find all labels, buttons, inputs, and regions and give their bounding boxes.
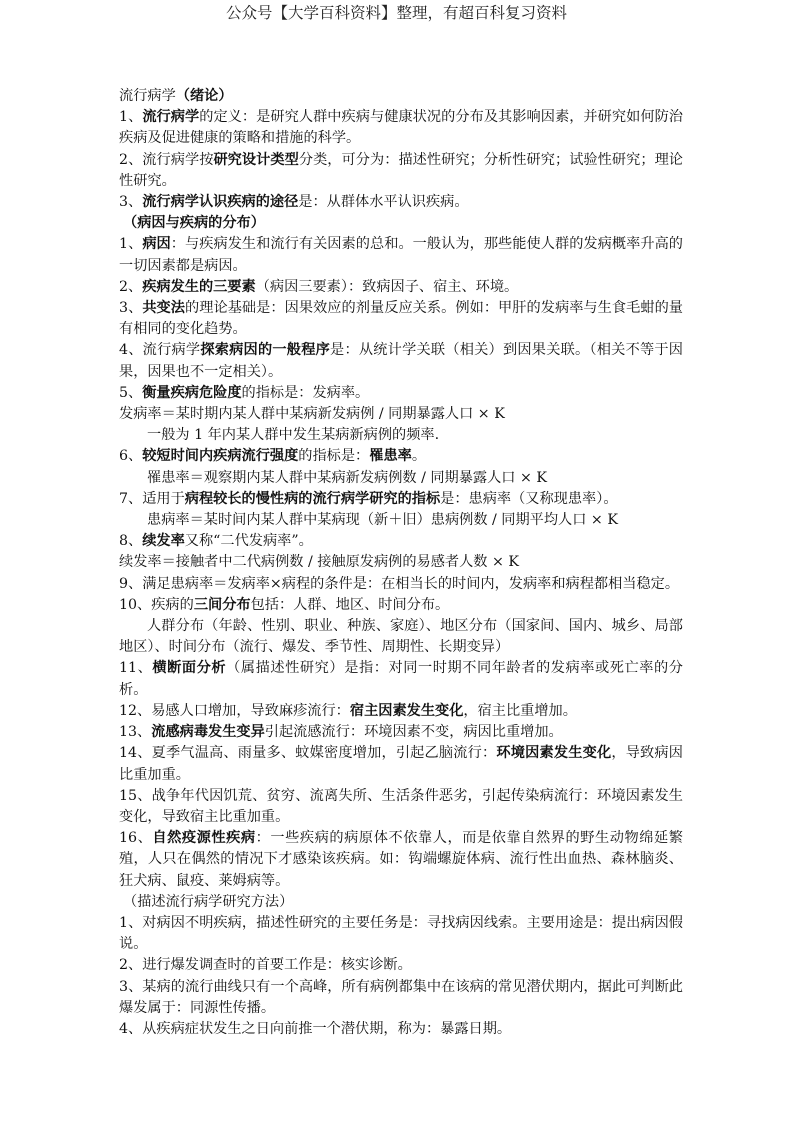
bold-term: 较短时间内疾病流行强度	[142, 448, 299, 465]
text-segment: 是：从统计学关联（相关）到因果关联。（相关不等于因果，因果也不一定相关）。	[119, 342, 683, 380]
paragraph	[119, 595, 683, 616]
paragraph	[119, 150, 683, 192]
text-segment: （描述流行病学研究方法）	[123, 893, 294, 910]
paragraph	[119, 446, 683, 467]
text-segment: 。	[411, 448, 427, 465]
document-body	[119, 86, 683, 1040]
paragraph	[119, 468, 683, 489]
paragraph	[119, 786, 683, 828]
paragraph	[119, 977, 683, 1019]
text-segment: 3、某病的流行曲线只有一个高峰，所有病例都集中在该病的常见潜伏期内，据此可判断此爆发属于：同源性传播。	[119, 978, 683, 1016]
text-segment: 7、适用于	[119, 490, 185, 507]
paragraph	[119, 701, 683, 722]
paragraph	[119, 658, 683, 700]
text-segment: 16、	[119, 830, 153, 847]
text-segment: 发病率＝某时期内某人群中某病新发病例 / 同期暴露人口 × K	[119, 406, 505, 423]
bold-term: 疾病发生的三要素	[142, 278, 256, 295]
bold-term: （病因与疾病的分布）	[123, 215, 265, 232]
paragraph	[119, 955, 683, 976]
text-segment: 1、	[119, 109, 143, 126]
paragraph	[119, 743, 683, 785]
paragraph	[119, 1019, 683, 1040]
bold-term: 衡量疾病危险度	[142, 384, 242, 401]
text-segment: 5、	[119, 384, 143, 401]
paragraph	[119, 574, 683, 595]
paragraph	[119, 213, 683, 234]
bold-term: 探索病因的一般程序	[200, 342, 331, 359]
bold-term: 三间分布	[193, 596, 251, 613]
bold-term: 环境因素发生变化	[496, 745, 612, 762]
bold-term: 病因	[142, 236, 171, 253]
bold-term: 病程较长的慢性病的流行病学研究的指标	[184, 490, 441, 507]
text-segment: 9、满足患病率＝发病率×病程的条件是：在相当长的时间内，发病率和病程都相当稳定。	[119, 575, 680, 592]
text-segment: 2、进行爆发调查时的首要工作是：核实诊断。	[119, 957, 412, 974]
text-segment: ，宿主比重增加。	[463, 702, 577, 719]
bold-term: 续发率	[142, 533, 185, 550]
text-segment: 12、易感人口增加，导致麻疹流行：	[119, 702, 350, 719]
bold-term: 流行病学	[142, 109, 200, 126]
text-segment: 一般为 1 年内某人群中发生某病新病例的频率.	[147, 427, 440, 444]
text-segment: 又称“二代发病率”。	[184, 533, 313, 550]
text-segment: 6、	[119, 448, 143, 465]
text-segment: 15、战争年代因饥荒、贫穷、流离失所、生活条件恶劣，引起传染病流行：环境因素发生变化，导致宿主比重加重。	[119, 787, 683, 825]
text-segment: 2、	[119, 278, 143, 295]
bold-term: （绪论）	[175, 88, 233, 104]
text-segment: 人群分布（年龄、性别、职业、种族、家庭）、地区分布（国家间、国内、城乡、局部地区）、时间分布（流行、爆发、季节性、周期性、长期变异）	[119, 618, 683, 656]
bold-term: 横断面分析	[152, 660, 227, 677]
text-segment: 是：从群体水平认识疾病。	[298, 194, 469, 211]
paragraph	[119, 913, 683, 955]
text-segment: ：与疾病发生和流行有关因素的总和。一般认为，那些能使人群的发病概率升高的一切因素都是病因。	[119, 236, 683, 274]
bold-term: 流感病毒发生变异	[151, 724, 265, 741]
paragraph	[119, 107, 683, 149]
text-segment: 引起流感流行：环境因素不变，病因比重增加。	[264, 724, 563, 741]
paragraph	[119, 86, 683, 107]
paragraph	[119, 340, 683, 382]
text-segment: ，导致病因比重加重。	[119, 745, 683, 783]
paragraph	[119, 404, 683, 425]
paragraph	[119, 277, 683, 298]
text-segment: 11、	[119, 660, 153, 677]
paragraph	[119, 425, 683, 446]
text-segment: 1、对病因不明疾病，描述性研究的主要任务是：寻找病因线索。主要用途是：提出病因假说。	[119, 914, 683, 953]
text-segment: 2、流行病学按	[119, 151, 214, 168]
bold-term: 宿主因素发生变化	[349, 702, 464, 719]
bold-term: 研究设计类型	[213, 151, 299, 168]
text-segment: 的理论基础是：因果效应的剂量反应关系。例如：甲肝的发病率与生食毛蚶的量有相同的变化趋势。	[119, 300, 683, 338]
paragraph	[119, 192, 683, 213]
text-segment: 包括：人群、地区、时间分布。	[250, 596, 450, 613]
text-segment: 的定义：是研究人群中疾病与健康状况的分布及其影响因素，并研究如何防治疾病及促进健康的策略和措施的科学。	[119, 109, 683, 147]
page-header: 公众号【大学百科资料】整理，有超百科复习资料	[225, 4, 567, 22]
bold-term: 共变法	[142, 300, 186, 317]
bold-term: 流行病学认识疾病的途径	[142, 194, 299, 211]
text-segment: 是：患病率（又称现患率）。	[440, 490, 618, 507]
paragraph	[119, 510, 683, 531]
paragraph	[119, 552, 683, 573]
bold-term: 罹患率	[369, 448, 412, 465]
text-segment: （属描述性研究）是指：对同一时期不同年龄者的发病率或死亡率的分析。	[119, 660, 683, 698]
paragraph	[119, 531, 683, 552]
paragraph	[119, 828, 683, 892]
bold-term: 自然疫源性疾病	[152, 830, 256, 847]
text-segment: 3、	[119, 194, 143, 211]
paragraph	[119, 298, 683, 340]
text-segment: 13、	[119, 724, 152, 741]
text-segment: 罹患率＝观察期内某人群中某病新发病例数 / 同期暴露人口 × K	[147, 469, 547, 486]
text-segment: 的指标是：	[298, 448, 370, 465]
text-segment: 8、	[119, 533, 143, 550]
text-segment: 续发率＝接触者中二代病例数 / 接触原发病例的易感者人数 × K	[119, 554, 519, 571]
text-segment: 14、夏季气温高、雨量多、蚊媒密度增加，引起乙脑流行：	[119, 745, 497, 762]
text-segment: 10、疾病的	[119, 596, 194, 613]
text-segment: 的指标是：发病率。	[241, 384, 370, 401]
text-segment: 流行病学	[119, 88, 176, 104]
paragraph	[119, 489, 683, 510]
text-segment: 患病率＝某时间内某人群中某病现（新＋旧）患病例数 / 同期平均人口 × K	[147, 512, 618, 529]
text-segment: 3、	[119, 300, 143, 317]
text-segment: ：一些疾病的病原体不依靠人，而是依靠自然界的野生动物绵延繁殖，人只在偶然的情况下才感染该疾病。如：钩端螺旋体病、流行性出血热、森林脑炎、狂犬病、鼠疫、莱姆病等。	[119, 830, 683, 889]
text-segment: 1、	[119, 236, 143, 253]
text-segment: 4、从疾病症状发生之日向前推一个潜伏期，称为：暴露日期。	[119, 1020, 512, 1037]
paragraph	[119, 722, 683, 743]
text-segment: 4、流行病学	[119, 342, 201, 359]
text-segment: （病因三要素）：致病因子、宿主、环境。	[255, 278, 519, 295]
paragraph	[119, 234, 683, 276]
paragraph	[119, 383, 683, 404]
paragraph	[119, 892, 683, 913]
text-segment: 分类，可分为：描述性研究；分析性研究；试验性研究；理论性研究。	[119, 151, 683, 189]
paragraph	[119, 616, 683, 658]
